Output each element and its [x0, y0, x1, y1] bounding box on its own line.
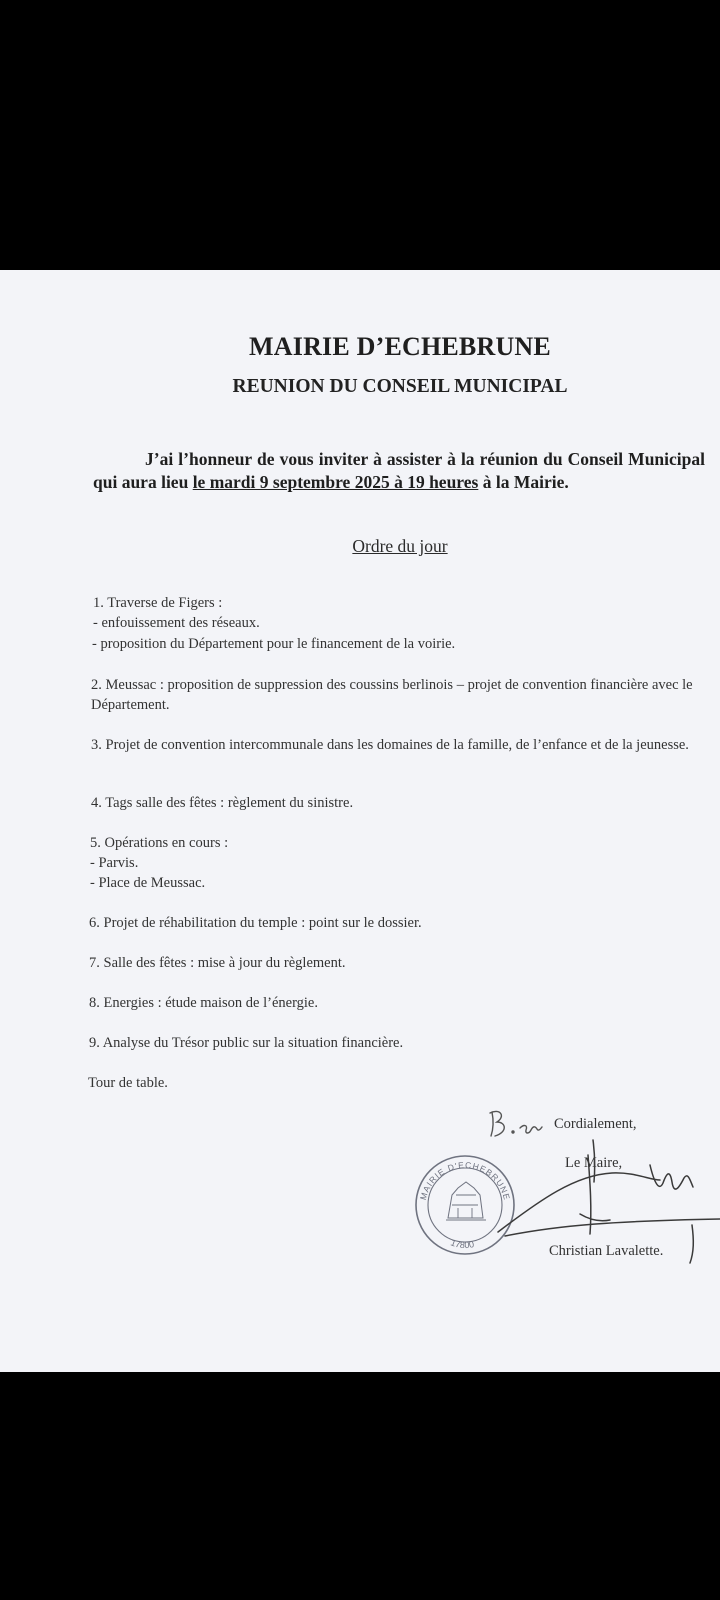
- mayor-signature: [498, 1140, 720, 1263]
- agenda-item-3: 3. Projet de convention intercommunale dans les domaines de la famille, de l’enfance et de la jeunesse.: [91, 737, 689, 753]
- agenda-heading: Ordre du jour: [352, 536, 448, 556]
- signature-and-stamp: [0, 270, 720, 1372]
- agenda-item-1: 1. Traverse de Figers :: [93, 595, 223, 611]
- letter-subtitle: REUNION DU CONSEIL MUNICIPAL: [232, 376, 568, 397]
- agenda-item-2: 2. Meussac : proposition de suppression des coussins berlinois – projet de convention financière avec le Département.: [91, 677, 693, 713]
- agenda-item-5: 5. Opérations en cours :: [90, 835, 229, 851]
- invitation-text: J’ai l’honneur de vous inviter à assister à la réunion du Conseil Municipal qui aura lieu: [93, 449, 705, 492]
- meeting-date: le mardi 9 septembre 2025 à 19 heures: [192, 472, 479, 492]
- agenda-item-5-sub: - Place de Meussac.: [90, 875, 206, 891]
- agenda-item-6: 6. Projet de réhabilitation du temple : point sur le dossier.: [89, 915, 422, 931]
- agenda-item-7: 7. Salle des fêtes : mise à jour du règlement.: [89, 955, 346, 971]
- agenda-item-1-sub: - proposition du Département pour le financement de la voirie.: [92, 636, 456, 652]
- agenda-item-5-sub: - Parvis.: [90, 855, 139, 871]
- stamp-bottom-text: 17800: [449, 1237, 475, 1251]
- handwritten-note: [490, 1111, 542, 1136]
- salutation: Cordialement,: [554, 1116, 637, 1132]
- agenda-item-4: 4. Tags salle des fêtes : règlement du sinistre.: [91, 795, 354, 811]
- signatory-name: Christian Lavalette.: [549, 1243, 664, 1259]
- agenda-item-9: 9. Analyse du Trésor public sur la situation financière.: [89, 1035, 404, 1051]
- agenda-item-8: 8. Energies : étude maison de l’énergie.: [89, 995, 318, 1011]
- letter-page: [0, 270, 720, 1372]
- agenda-item-1-sub: - enfouissement des réseaux.: [93, 615, 260, 631]
- invitation-text-end: à la Mairie.: [478, 472, 569, 492]
- stamp-top-text: MAIRIE D'ECHEBRUNE: [417, 1159, 513, 1202]
- agenda-closing-item: Tour de table.: [88, 1075, 168, 1091]
- municipal-stamp: [416, 1156, 514, 1254]
- svg-text:17800: [449, 1237, 475, 1250]
- signatory-role: Le Maire,: [565, 1155, 623, 1171]
- letter-title: MAIRIE D’ECHEBRUNE: [249, 332, 551, 361]
